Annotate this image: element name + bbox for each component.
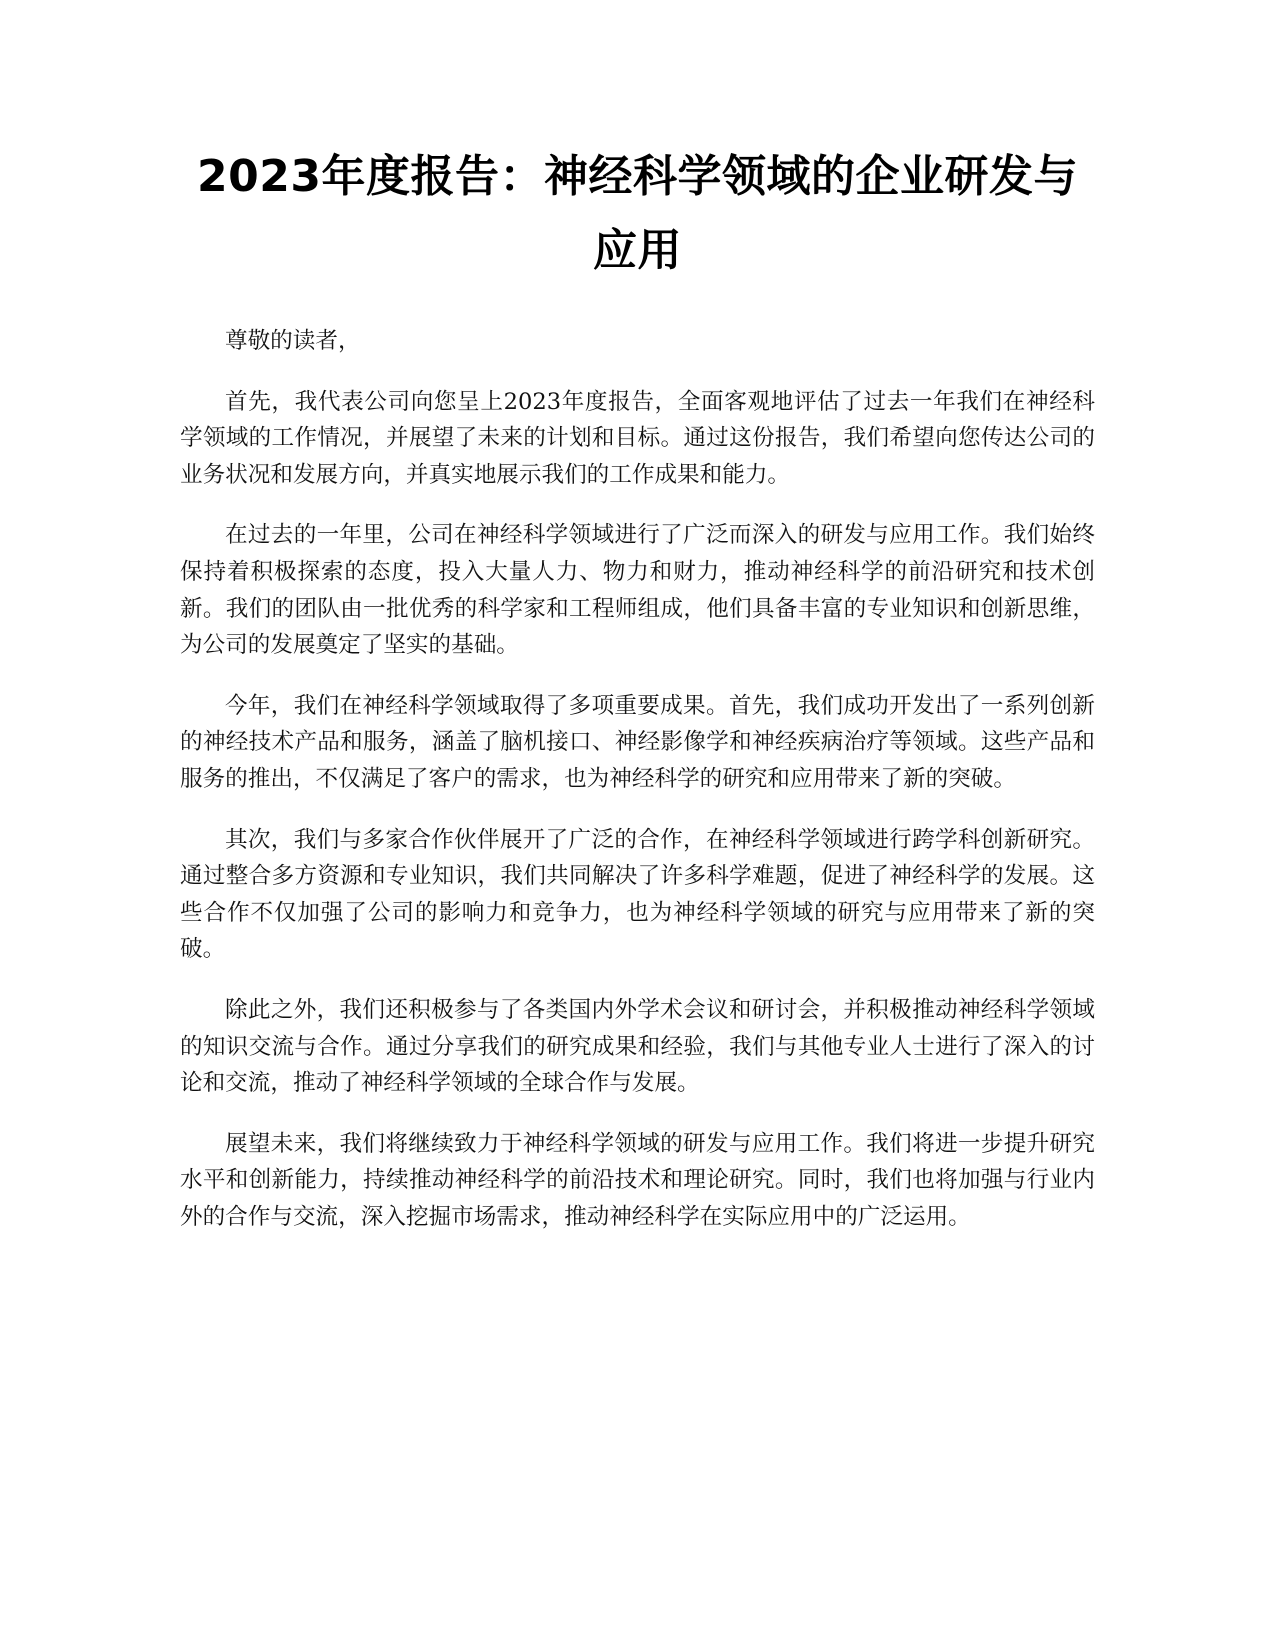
paragraph-4: 其次，我们与多家合作伙伴展开了广泛的合作，在神经科学领域进行跨学科创新研究。通过整合多方资源和专业知识，我们共同解决了许多科学难题，促进了神经科学的发展。这些合作不仅加强了公司的影响力和竞争力，也为神经科学领域的研究与应用带来了新的突破。 [180, 826, 1095, 963]
paragraph-5: 除此之外，我们还积极参与了各类国内外学术会议和研讨会，并积极推动神经科学领域的知识交流与合作。通过分享我们的研究成果和经验，我们与其他专业人士进行了深入的讨论和交流，推动了神经科学领域的全球合作与发展。 [180, 996, 1095, 1097]
paragraph-1: 首先，我代表公司向您呈上2023年度报告，全面客观地评估了过去一年我们在神经科学领域的工作情况，并展望了未来的计划和目标。通过这份报告，我们希望向您传达公司的业务状况和发展方向，并真实地展示我们的工作成果和能力。 [180, 388, 1095, 488]
paragraph-2: 在过去的一年里，公司在神经科学领域进行了广泛而深入的研发与应用工作。我们始终保持着积极探索的态度，投入大量人力、物力和财力，推动神经科学的前沿研究和技术创新。我们的团队由一批优秀的科学家和工程师组成，他们具备丰富的专业知识和创新思维，为公司的发展奠定了坚实的基础。 [180, 522, 1095, 659]
paragraph-6: 展望未来，我们将继续致力于神经科学领域的研发与应用工作。我们将进一步提升研究水平和创新能力，持续推动神经科学的前沿技术和理论研究。同时，我们也将加强与行业内外的合作与交流，深入挖掘市场需求，推动神经科学在实际应用中的广泛运用。 [180, 1130, 1095, 1230]
document-body [180, 323, 1095, 1259]
paragraph-3: 今年，我们在神经科学领域取得了多项重要成果。首先，我们成功开发出了一系列创新的神经技术产品和服务，涵盖了脑机接口、神经影像学和神经疾病治疗等领域。这些产品和服务的推出，不仅满足了客户的需求，也为神经科学的研究和应用带来了新的突破。 [180, 692, 1095, 792]
salutation: 尊敬的读者， [225, 328, 361, 354]
document-title: 2023年度报告：神经科学领域的企业研发与应用 [197, 151, 1078, 276]
